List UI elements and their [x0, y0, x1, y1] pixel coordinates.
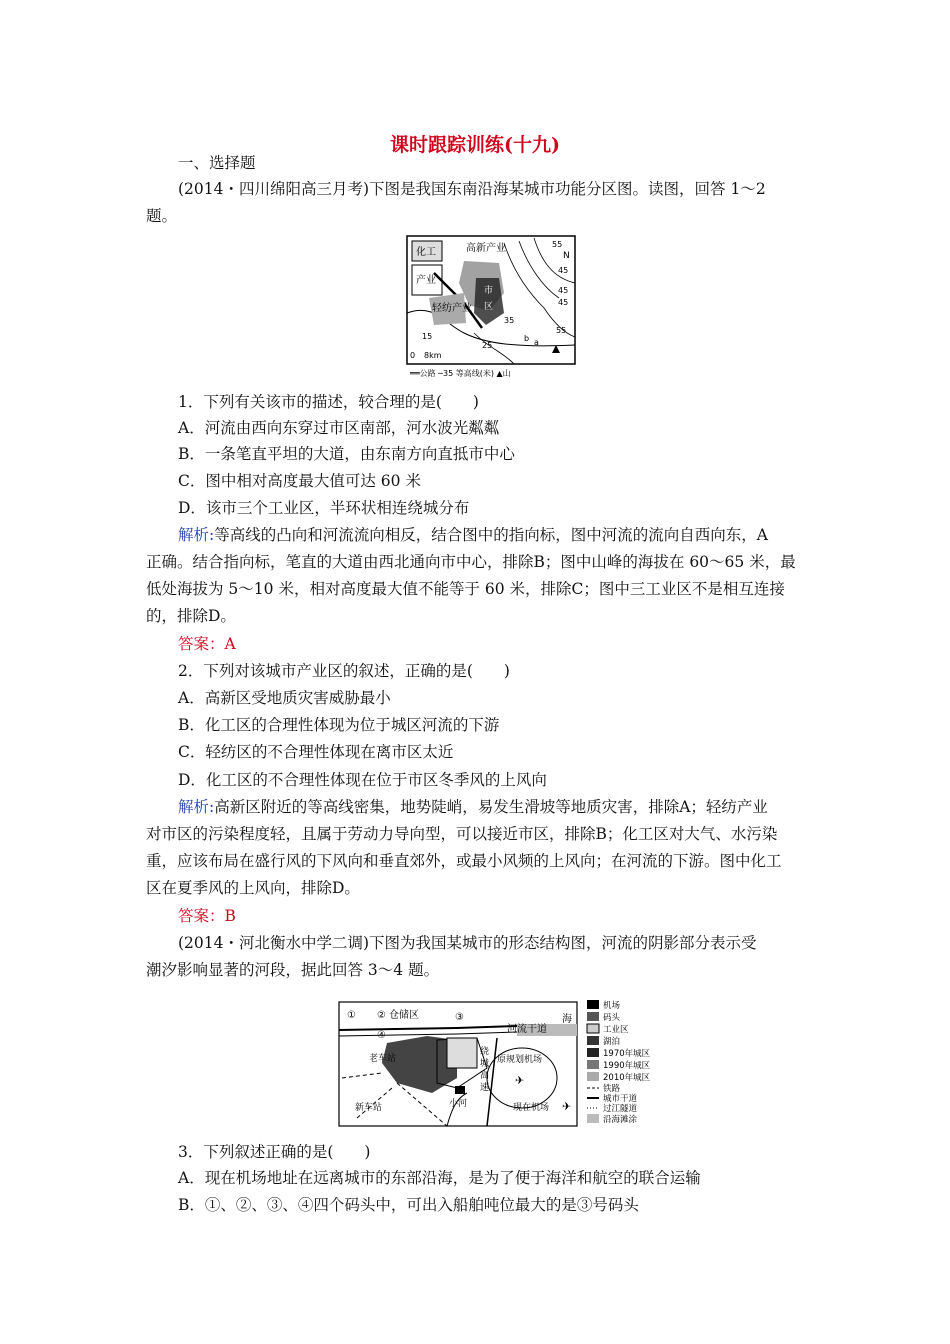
intro-line: (2014・河北衡水中学二调)下图为我国某城市的形态结构图，河流的阴影部分表示受 — [178, 934, 757, 952]
city-structure-map — [337, 998, 655, 1130]
contour-label: 15 — [422, 332, 433, 341]
airport-icon: ✈ — [515, 1074, 525, 1087]
svg-text:机场: 机场 — [603, 1001, 621, 1011]
contour — [474, 333, 514, 364]
analysis-line: 正确。结合指向标，笔直的大道由西北通向市中心，排除B；图中山峰的海拔在 60～65 米，最 — [146, 553, 796, 571]
scale-label: 0 — [410, 351, 416, 360]
svg-text:码头: 码头 — [603, 1013, 621, 1023]
svg-text:城市干道: 城市干道 — [603, 1094, 638, 1104]
map-legend: ══公路 ─35 等高线(米) ▲山 — [410, 369, 511, 378]
analysis-line: 对市区的污染程度轻，且属于劳动力导向型，可以接近市区，排除B；化工区对大气、水污染 — [146, 825, 778, 843]
map-label: 海 — [562, 1014, 572, 1025]
map-label: 轻纺产业 — [432, 303, 472, 314]
map-label: b — [524, 334, 530, 343]
intro-line: (2014・四川绵阳高三月考)下图是我国东南沿海某城市功能分区图。读图，回答 1～2 — [178, 180, 766, 198]
option: B．一条笔直平坦的大道，由东南方向直抵市中心 — [178, 445, 515, 463]
contour-label: 45 — [558, 266, 569, 275]
answer: 答案：B — [178, 907, 236, 925]
page-title: 课时跟踪训练(十九) — [390, 134, 560, 156]
map-label: 原规划机场 — [497, 1055, 543, 1065]
option: D．该市三个工业区，半环状相连绕城分布 — [178, 499, 470, 517]
lake-icon — [455, 1086, 465, 1094]
question-stem: 1．下列有关该市的描述，较合理的是( ) — [178, 393, 479, 411]
contour-label: 25 — [482, 341, 493, 350]
map-label: 老车站 — [369, 1054, 397, 1064]
scale-label: 8km — [424, 351, 442, 360]
contour-label: 55 — [556, 326, 567, 335]
intro-line: 题。 — [146, 207, 178, 225]
map-label: 城 — [480, 1059, 490, 1069]
option: A．高新区受地质灾害威胁最小 — [178, 689, 391, 707]
map-label: 小河 — [449, 1099, 468, 1109]
contour — [519, 241, 559, 298]
answer: 答案：A — [178, 635, 236, 653]
analysis-label: 解析: — [178, 526, 215, 544]
industrial-area — [447, 1038, 477, 1068]
city-zoning-map — [404, 233, 580, 381]
contour-label: 45 — [558, 286, 569, 295]
analysis-line: 解析:等高线的凸向和河流流向相反，结合图中的指向标，图中河流的流向自西向东，A — [178, 526, 768, 544]
map-label: 现在机场 — [513, 1103, 550, 1113]
map-label: 速 — [480, 1083, 490, 1093]
analysis-line: 解析:高新区附近的等高线密集，地势陡峭，易发生滑坡等地质灾害，排除A；轻纺产业 — [178, 798, 768, 816]
map-label: 产业 — [416, 275, 436, 286]
map-label: ④ — [377, 1030, 386, 1041]
option: D．化工区的不合理性体现在位于市区冬季风的上风向 — [178, 771, 547, 789]
city-area-1970 — [382, 1036, 457, 1093]
svg-text:1970年城区: 1970年城区 — [603, 1049, 651, 1059]
contour-label: 45 — [558, 298, 569, 307]
map-label: ② — [377, 1010, 386, 1021]
svg-text:工业区: 工业区 — [603, 1025, 629, 1035]
map-label: 高新产业 — [466, 243, 506, 254]
contour-label: 35 — [504, 316, 515, 325]
question-stem: 2．下列对该城市产业区的叙述，正确的是( ) — [178, 662, 510, 680]
map-label: 仓储区 — [389, 1010, 419, 1021]
map-label: ③ — [455, 1012, 464, 1023]
analysis-line: 区在夏季风的上风向，排除D。 — [146, 879, 360, 897]
contour-label: 55 — [552, 240, 563, 249]
svg-text:沿海滩涂: 沿海滩涂 — [603, 1115, 638, 1125]
map-label: 化工 — [416, 247, 436, 258]
option: A．现在机场地址在远离城市的东部沿海，是为了便于海洋和航空的联合运输 — [178, 1169, 701, 1187]
map-label: 市 — [484, 286, 494, 296]
intro-line: 潮汐影响显著的河段，据此回答 3～4 题。 — [146, 961, 440, 979]
map-label: 绕 — [480, 1047, 490, 1057]
question-stem: 3．下列叙述正确的是( ) — [178, 1143, 371, 1161]
analysis-label: 解析: — [178, 798, 215, 816]
map-label: a — [534, 338, 539, 347]
map-label: ① — [347, 1010, 356, 1021]
analysis-line: 的，排除D。 — [146, 607, 236, 625]
svg-text:铁路: 铁路 — [603, 1084, 621, 1094]
map-label: 高 — [480, 1071, 490, 1081]
svg-text:1990年城区: 1990年城区 — [603, 1061, 651, 1071]
option: A．河流由西向东穿过市区南部，河水波光粼粼 — [178, 419, 500, 437]
svg-text:2010年城区: 2010年城区 — [603, 1073, 651, 1083]
map-label: 区 — [484, 302, 494, 312]
small-river — [447, 1093, 467, 1126]
map-legend — [587, 1000, 651, 1125]
airport-icon: ✈ — [562, 1100, 572, 1113]
option: C．图中相对高度最大值可达 60 米 — [178, 472, 421, 490]
map-label: 河流干道 — [507, 1024, 547, 1035]
analysis-line: 重，应该布局在盛行风的下风向和垂直郊外，或最小风频的上风向；在河流的下游。图中化工 — [146, 852, 782, 870]
option: C．轻纺区的不合理性体现在离市区太近 — [178, 743, 454, 761]
option: B．①、②、③、④四个码头中，可出入船舶吨位最大的是③号码头 — [178, 1196, 639, 1214]
svg-text:过江隧道: 过江隧道 — [603, 1104, 638, 1114]
svg-text:湖泊: 湖泊 — [603, 1037, 621, 1047]
option: B．化工区的合理性体现为位于城区河流的下游 — [178, 716, 500, 734]
north-label: N — [563, 251, 570, 261]
section-heading: 一、选择题 — [178, 154, 256, 172]
analysis-line: 低处海拔为 5～10 米，相对高度最大值不能等于 60 米，排除C；图中三工业区不是相互连接 — [146, 580, 785, 598]
map-label: 新车站 — [355, 1103, 383, 1113]
